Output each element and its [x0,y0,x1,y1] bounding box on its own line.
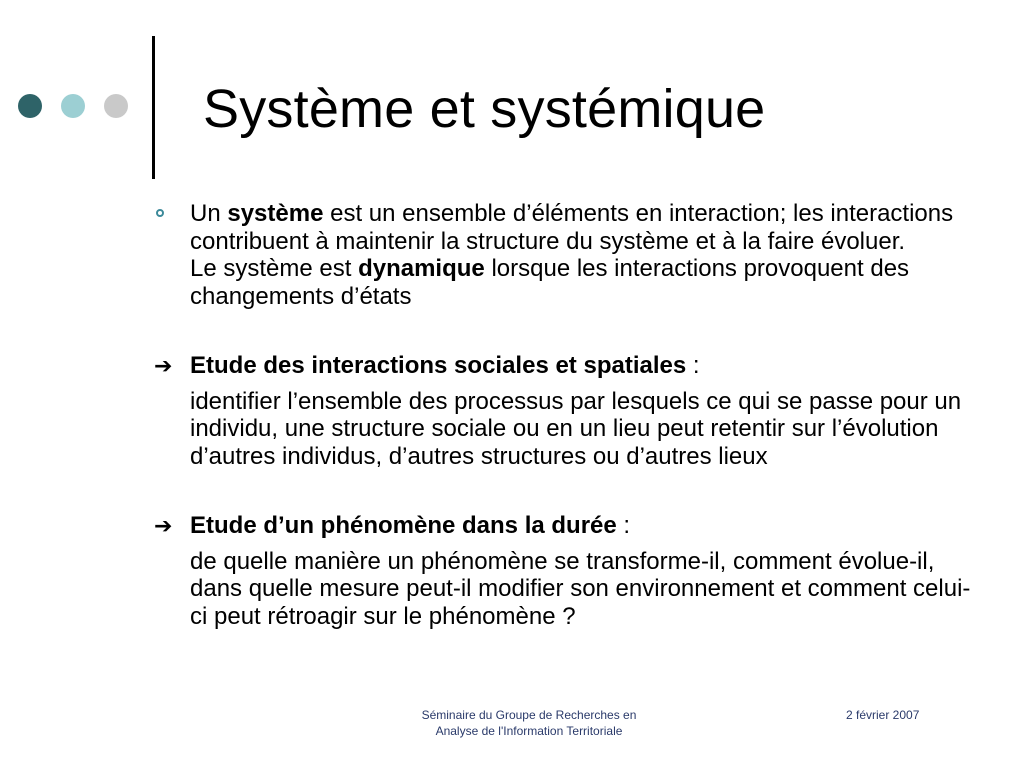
bullet3-heading: Etude d’un phénomène dans la durée [190,512,617,539]
bullet2-colon: : [686,352,700,379]
slide-title: Système et systémique [203,79,766,139]
right-arrow-bullet-icon: ➔ [154,513,173,538]
circle-bullet-icon [156,209,164,217]
footer-seminar-line2: Analyse de l'Information Territoriale [435,724,623,738]
slide-body [154,200,984,630]
footer-seminar [379,707,679,739]
bullet1-text-pre: Un [190,200,228,227]
gray-dot-icon [104,94,128,118]
footer-seminar-line1: Séminaire du Groupe de Recherches en [421,708,637,722]
bullet3-body: de quelle manière un phénomène se transforme-il, comment évolue-il, dans quelle mesure peut-il modifier son environnement et comment celui-ci peut rétroagir sur le phénomène ? [190,547,971,630]
bullet1-line2-post: lorsque les interactions provoquent des changements d’états [190,255,910,310]
light-teal-dot-icon [61,94,85,118]
dark-teal-dot-icon [18,94,42,118]
bullet1-bold-term: système [227,200,324,227]
bullet1-line2-bold-term: dynamique [358,255,485,282]
bullet2-heading: Etude des interactions sociales et spatiales [190,352,687,379]
right-arrow-bullet-icon: ➔ [154,353,173,378]
title-divider-line [152,36,155,179]
footer-date: 2 février 2007 [846,708,920,722]
bullet2-body: identifier l’ensemble des processus par lesquels ce qui se passe pour un individu, une structure sociale ou en un lieu peut retentir sur l’évolution d’autres individus, d’autres structures ou d’autres lieux [190,387,962,470]
bullet1-line2-pre: Le système est [190,255,359,282]
bullet3-colon: : [616,512,631,539]
bullet-item-duree [154,512,984,630]
bullet1-text-post: est un ensemble d’éléments en interaction; les interactions contribuent à maintenir la structure du système et à la faire évoluer. [190,200,954,255]
bullet-item-interactions [154,352,984,470]
bullet-item-systeme [154,200,984,310]
